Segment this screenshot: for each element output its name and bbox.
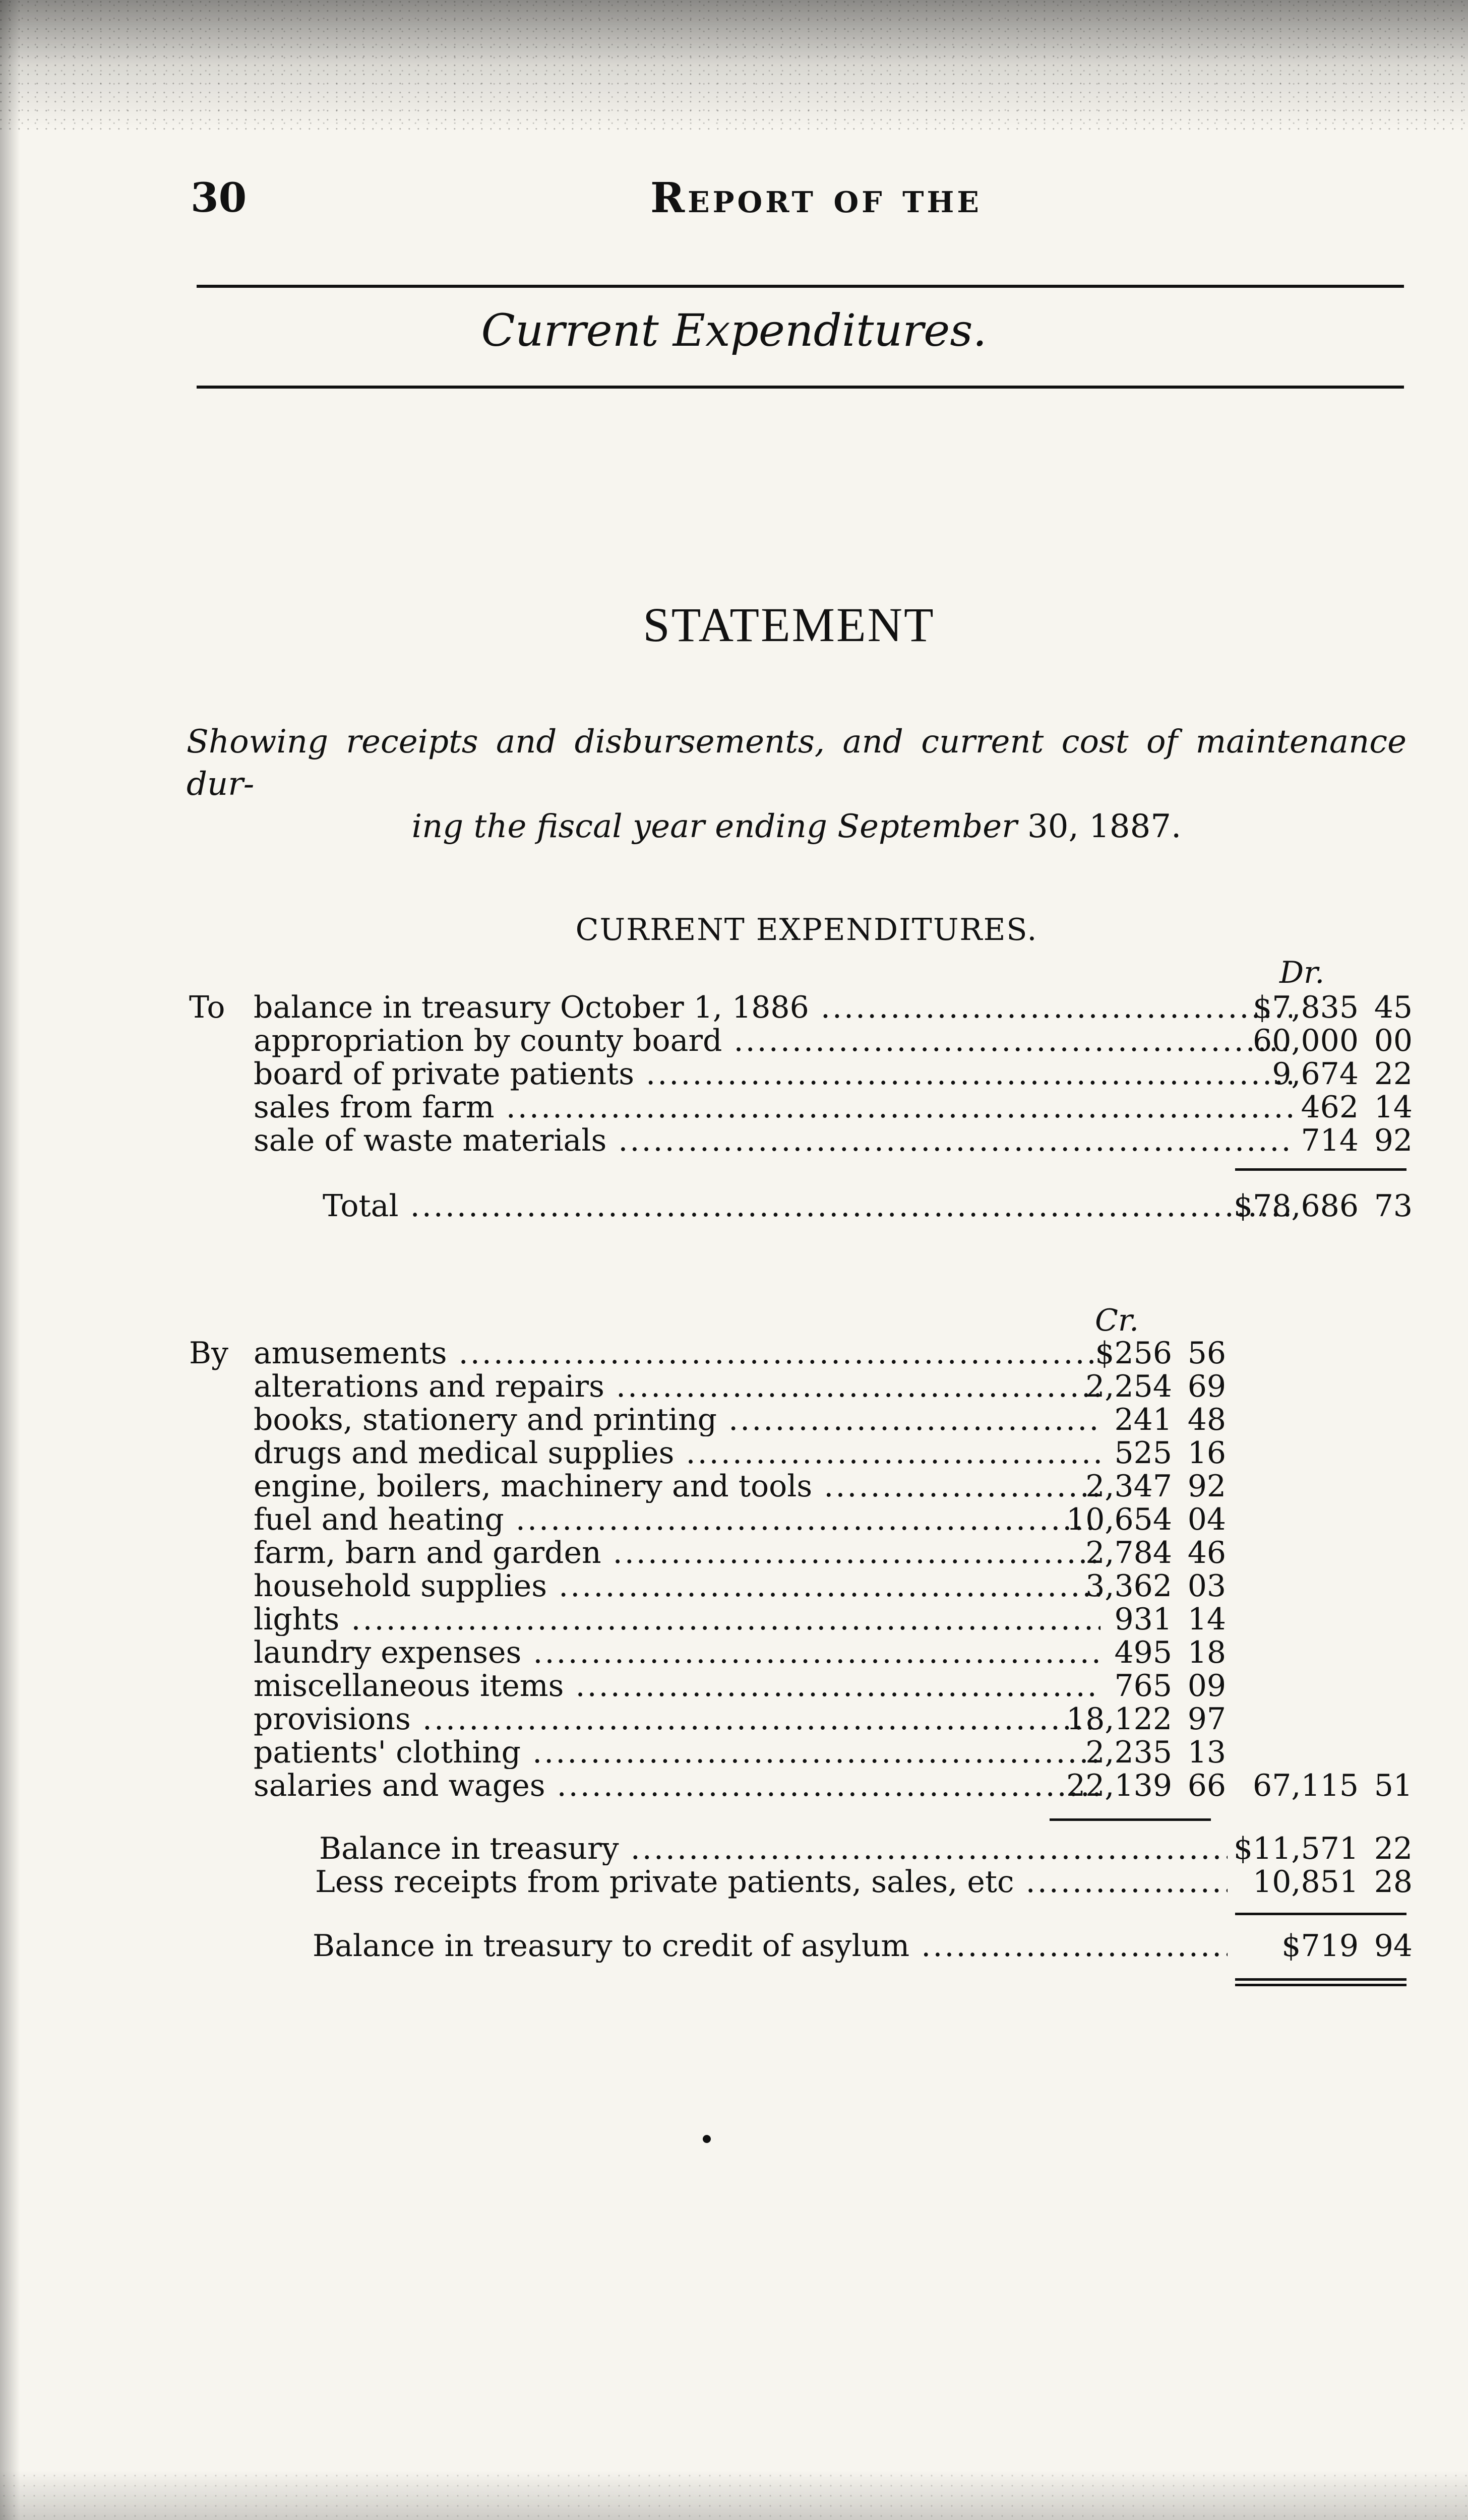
disbursement-dollars: 2,254 [1085, 1369, 1172, 1404]
receipt-row [189, 1056, 1413, 1092]
disbursement-label: amusements ..... [254, 1337, 1100, 1370]
balance-cents: 22 [1374, 1831, 1413, 1866]
dr-column-header: Dr. [1279, 955, 1325, 990]
disbursement-row [189, 1736, 1409, 1769]
disbursement-label: alterations and repairs ..... [254, 1370, 1100, 1403]
scan-noise-bottom [0, 2470, 1468, 2520]
disbursement-label: drugs and medical supplies ..... [254, 1436, 1100, 1470]
disbursement-amount [1041, 1435, 1227, 1471]
disbursement-cents: 69 [1187, 1369, 1227, 1404]
balance-row [189, 1831, 1413, 1866]
disbursement-row [189, 1636, 1409, 1669]
disbursement-amount [1041, 1702, 1227, 1737]
disbursements-total-amount [1228, 1768, 1413, 1803]
disbursement-label: farm, barn and garden ..... [254, 1536, 1100, 1569]
less-receipts-row [189, 1864, 1413, 1900]
receipt-cents: 14 [1374, 1090, 1413, 1125]
receipt-amount [1228, 1023, 1413, 1058]
disbursement-row [189, 1703, 1409, 1736]
disbursement-amount [1041, 1768, 1227, 1803]
subtitle-line-2-date: 30, 1887. [1027, 808, 1182, 845]
page-number: 30 [191, 174, 247, 221]
receipt-label: board of private patients ..... [254, 1057, 1292, 1091]
receipt-label: sale of waste materials ..... [254, 1124, 1292, 1157]
scan-noise-top [0, 0, 1468, 131]
disbursement-cents: 92 [1187, 1469, 1227, 1504]
receipt-dollars: $7,835 [1253, 990, 1359, 1025]
page-ornament-dot [703, 2135, 711, 2143]
disbursement-cents: 13 [1187, 1735, 1227, 1770]
disbursement-label: books, stationery and printing ..... [254, 1403, 1100, 1436]
receipts-total-dollars: $78,686 [1233, 1188, 1359, 1224]
receipt-label: balance in treasury October 1, 1886 ..... [254, 991, 1292, 1024]
section-title: Current Expenditures. [481, 304, 987, 356]
disbursement-dollars: $256 [1095, 1336, 1172, 1371]
disbursement-row [189, 1669, 1409, 1703]
disbursement-row [189, 1569, 1409, 1603]
disbursement-label: fuel and heating ..... [254, 1503, 1100, 1536]
disbursement-dollars: 10,654 [1066, 1502, 1172, 1537]
disbursement-cents: 09 [1187, 1668, 1227, 1704]
scan-noise-left [0, 0, 20, 2520]
final-balance-label: Balance in treasury to credit of asylum ..... [313, 1929, 1228, 1963]
disbursement-row [189, 1503, 1409, 1536]
disbursement-label: miscellaneous items ..... [254, 1669, 1100, 1703]
receipt-cents: 00 [1374, 1023, 1413, 1058]
disbursement-dollars: 22,139 [1066, 1768, 1172, 1803]
disbursement-dollars: 241 [1114, 1402, 1172, 1437]
disbursement-dollars: 765 [1114, 1668, 1172, 1704]
receipt-cents: 92 [1374, 1123, 1413, 1158]
receipts-total-row [189, 1188, 1413, 1224]
disbursement-row [189, 1436, 1409, 1470]
receipt-row [189, 1123, 1413, 1158]
receipt-dollars: 714 [1301, 1123, 1359, 1158]
disbursement-row [189, 1370, 1409, 1403]
disbursement-label: engine, boilers, machinery and tools ..... [254, 1470, 1100, 1503]
disbursement-amount [1041, 1469, 1227, 1504]
disbursements-prefix: By [189, 1336, 228, 1371]
balance-section [189, 1831, 1413, 1900]
balance-amount [1228, 1831, 1413, 1866]
disbursement-amount [1041, 1369, 1227, 1404]
disbursement-cents: 14 [1187, 1602, 1227, 1637]
disbursement-amount [1041, 1402, 1227, 1437]
subtitle-line-1: Showing receipts and disbursements, and current cost of maintenance dur- [187, 723, 1406, 803]
final-balance-cents: 94 [1374, 1928, 1413, 1964]
disbursements-total-dollars: 67,115 [1253, 1768, 1359, 1803]
disbursement-dollars: 495 [1114, 1635, 1172, 1670]
disbursement-dollars: 2,784 [1085, 1535, 1172, 1570]
disbursement-cents: 03 [1187, 1568, 1227, 1604]
receipt-dollars: 9,674 [1272, 1056, 1359, 1092]
disbursement-label: laundry expenses ..... [254, 1636, 1100, 1669]
disbursement-row [189, 1403, 1409, 1436]
final-balance-dollars: $719 [1281, 1928, 1359, 1964]
disbursement-amount [1041, 1602, 1227, 1637]
disbursement-cents: 66 [1187, 1768, 1227, 1803]
disbursement-dollars: 2,347 [1085, 1469, 1172, 1504]
balance-label: Balance in treasury ..... [319, 1832, 1228, 1865]
disbursement-cents: 18 [1187, 1635, 1227, 1670]
disbursement-dollars: 931 [1114, 1602, 1172, 1637]
disbursement-row [189, 1536, 1409, 1569]
cr-column-header: Cr. [1095, 1303, 1139, 1338]
disbursement-amount [1041, 1568, 1227, 1604]
subtitle-line-2 [187, 805, 1406, 848]
disbursement-amount [1041, 1635, 1227, 1670]
disbursement-label: patients' clothing ..... [254, 1736, 1100, 1769]
disbursement-label: salaries and wages ..... [254, 1769, 1100, 1802]
balance-dollars: $11,571 [1233, 1831, 1359, 1866]
disbursement-amount [1041, 1502, 1227, 1537]
less-receipts-dollars: 10,851 [1253, 1864, 1359, 1900]
disbursement-cents: 04 [1187, 1502, 1227, 1537]
disbursement-cents: 46 [1187, 1535, 1227, 1570]
final-balance-amount [1228, 1928, 1413, 1964]
less-receipts-label: Less receipts from private patients, sales, etc ..... [315, 1865, 1228, 1899]
disbursement-cents: 16 [1187, 1435, 1227, 1471]
receipt-cents: 22 [1374, 1056, 1413, 1092]
receipts-prefix: To [189, 990, 225, 1025]
receipt-dollars: 462 [1301, 1090, 1359, 1125]
disbursements-total-cents: 51 [1374, 1768, 1413, 1803]
receipts-total-rule [1235, 1168, 1406, 1171]
disbursement-amount [1041, 1668, 1227, 1704]
less-receipts-amount [1228, 1864, 1413, 1900]
receipts-total-section [189, 1188, 1413, 1224]
receipts-section [189, 990, 1413, 1158]
disbursement-label: household supplies ..... [254, 1569, 1100, 1603]
disbursement-cents: 56 [1187, 1336, 1227, 1371]
disbursement-dollars: 18,122 [1066, 1702, 1172, 1737]
disbursement-amount [1041, 1535, 1227, 1570]
receipt-row [189, 990, 1413, 1025]
final-balance-double-rule [1235, 1978, 1406, 1986]
disbursement-dollars: 3,362 [1085, 1568, 1172, 1604]
disbursement-dollars: 525 [1114, 1435, 1172, 1471]
receipt-dollars: 60,000 [1253, 1023, 1359, 1058]
final-balance-rule [1235, 1913, 1406, 1915]
subtitle-line-2-italic: ing the fiscal year ending September [411, 808, 1017, 845]
receipt-cents: 45 [1374, 990, 1413, 1025]
header-rule-bottom [197, 386, 1404, 389]
receipts-total-label: Total ..... [323, 1189, 1293, 1223]
header-rule-top [197, 285, 1404, 288]
disbursement-row [189, 1470, 1409, 1503]
disbursement-row [189, 1768, 1413, 1803]
disbursement-label: lights ..... [254, 1603, 1100, 1636]
disbursement-amount [1041, 1336, 1227, 1371]
receipt-amount [1228, 1090, 1413, 1125]
disbursement-row [189, 1603, 1409, 1636]
receipt-label: sales from farm ..... [254, 1091, 1292, 1124]
table-title: CURRENT EXPENDITURES. [575, 912, 1038, 948]
disbursement-cents: 48 [1187, 1402, 1227, 1437]
receipts-total-cents: 73 [1374, 1188, 1413, 1224]
receipt-amount [1228, 1056, 1413, 1092]
disbursements-total-rule [1050, 1818, 1211, 1821]
less-receipts-cents: 28 [1374, 1864, 1413, 1900]
receipt-row [189, 1023, 1413, 1058]
disbursement-row [189, 1337, 1409, 1370]
statement-title: STATEMENT [643, 598, 935, 652]
disbursement-label: provisions ..... [254, 1703, 1100, 1736]
receipts-total-amount [1228, 1188, 1413, 1224]
final-balance-section [189, 1928, 1413, 1964]
running-head: Report of the [650, 174, 982, 222]
receipt-row [189, 1090, 1413, 1125]
disbursements-section [189, 1336, 1413, 1803]
receipt-label: appropriation by county board ..... [254, 1024, 1292, 1057]
receipt-amount [1228, 990, 1413, 1025]
disbursement-dollars: 2,235 [1085, 1735, 1172, 1770]
disbursement-cents: 97 [1187, 1702, 1227, 1737]
receipt-amount [1228, 1123, 1413, 1158]
disbursement-amount [1041, 1735, 1227, 1770]
statement-subtitle [187, 721, 1406, 848]
final-balance-row [189, 1928, 1413, 1964]
